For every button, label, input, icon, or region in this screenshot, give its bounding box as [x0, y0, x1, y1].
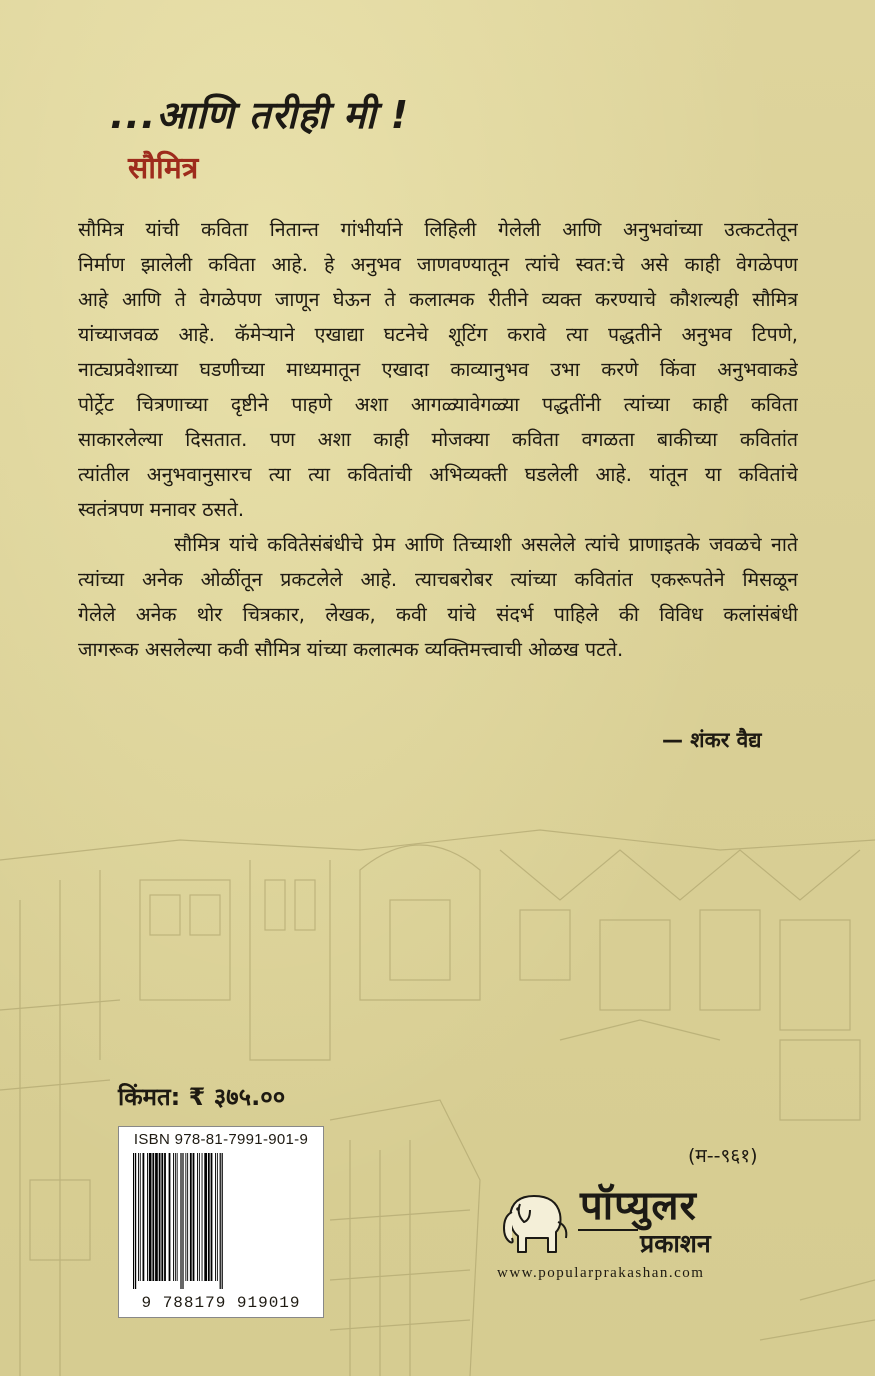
barcode-bar	[193, 1153, 195, 1281]
barcode-bar	[190, 1153, 192, 1281]
book-title: ...आणि तरीही मी !	[110, 93, 410, 137]
barcode-bar	[164, 1153, 166, 1281]
blurb-line: निर्माण झालेली कविता आहे. हे अनुभव जाणवण्यातून त्यांचे स्वत:चे असे काही वेगळेपण	[78, 253, 798, 276]
blurb-line: त्यांतील अनुभवानुसारच त्या त्या कवितांची अभिव्यक्ती घडलेली आहे. यांतून या कवितांचे	[78, 463, 798, 486]
barcode-bar	[217, 1153, 218, 1281]
blurb-line: सौमित्र यांचे कवितेसंबंधीचे प्रेम आणि तिच्याशी असलेले त्यांचे प्राणाइतके जवळचे नाते	[174, 533, 798, 556]
barcode-bar	[173, 1153, 174, 1281]
barcode-bar	[169, 1153, 171, 1281]
barcode-bar	[177, 1153, 178, 1281]
barcode-bars	[131, 1153, 313, 1289]
barcode-bar	[155, 1153, 158, 1281]
barcode-bar	[197, 1153, 198, 1281]
blurb-line: स्वतंत्रपण मनावर ठसते.	[78, 498, 245, 521]
blurb-line: सौमित्र यांची कविता नितान्त गांभीर्याने लिहिली गेलेली आणि अनुभवांच्या उत्कटतेतून	[78, 218, 798, 241]
barcode-bar	[211, 1153, 213, 1281]
blurb-signature: — शंकर वैद्य	[662, 728, 762, 752]
barcode-bar	[215, 1153, 216, 1281]
barcode-bar	[138, 1153, 139, 1281]
blurb	[78, 212, 798, 667]
publisher-rule	[578, 1229, 638, 1231]
elephant-icon	[496, 1182, 572, 1262]
isbn-text: ISBN 978-81-7991-901-9	[133, 1131, 309, 1148]
barcode-bar	[152, 1153, 154, 1281]
barcode-guard-bar	[182, 1153, 183, 1289]
publisher-subtitle: प्रकाशन	[640, 1229, 711, 1258]
barcode-guard-bar	[222, 1153, 223, 1289]
publisher-website: www.popularprakashan.com	[497, 1265, 705, 1281]
blurb-line: साकारलेल्या दिसतात. पण अशा काही मोजक्या कविता वगळता बाकीच्या कवितांत	[78, 428, 798, 451]
blurb-line: आहे आणि ते वेगळेपण जाणून घेऊन ते कलात्मक रीतीने व्यक्त करण्याचे कौशल्यही सौमित्र	[78, 288, 798, 311]
barcode-bar	[185, 1153, 186, 1281]
barcode-bar	[175, 1153, 176, 1281]
barcode-guard-bar	[180, 1153, 181, 1289]
barcode-bar	[140, 1153, 141, 1281]
barcode-bar	[187, 1153, 188, 1281]
catalog-code: (म--९६१)	[688, 1145, 758, 1167]
barcode-guard-bar	[220, 1153, 221, 1289]
barcode-bar	[208, 1153, 210, 1281]
price: किंमत: ₹ ३७५.००	[118, 1083, 286, 1111]
barcode-bar	[204, 1153, 207, 1281]
blurb-line: पोर्ट्रेट चित्रणाच्या दृष्टीने पाहणे अशा आगळ्यावेगळ्या पद्धतींनी त्यांच्या काही कविता	[78, 393, 798, 416]
barcode-bar	[143, 1153, 145, 1281]
barcode-digits: 9 788179 919019	[141, 1294, 301, 1312]
barcode	[118, 1126, 324, 1318]
blurb-line: नाट्यप्रवेशाच्या घडणीच्या माध्यमातून एखादा काव्यानुभव उभा करणे किंवा अनुभवाकडे	[78, 358, 798, 381]
barcode-bar	[147, 1153, 148, 1281]
barcode-bar	[199, 1153, 200, 1281]
barcode-bar	[159, 1153, 161, 1281]
blurb-line: गेलेले अनेक थोर चित्रकार, लेखक, कवी यांचे संदर्भ पाहिले की विविध कलांसंबंधी	[78, 603, 798, 626]
blurb-line: त्यांच्या अनेक ओळींतून प्रकटलेले आहे. त्याचबरोबर त्यांच्या कवितांत एकरूपतेने मिसळून	[78, 568, 798, 591]
barcode-guard-bar	[135, 1153, 136, 1289]
book-author: सौमित्र	[128, 151, 199, 186]
barcode-guard-bar	[133, 1153, 134, 1289]
barcode-bar	[149, 1153, 152, 1281]
publisher-name: पॉप्युलर	[580, 1183, 697, 1229]
barcode-bar	[202, 1153, 203, 1281]
blurb-line: यांच्याजवळ आहे. कॅमेऱ्याने एखाद्या घटनेचे शूटिंग करावे त्या पद्धतीने अनुभव टिपणे,	[78, 323, 798, 346]
barcode-bar	[161, 1153, 163, 1281]
blurb-line: जागरूक असलेल्या कवी सौमित्र यांच्या कलात्मक व्यक्तिमत्त्वाची ओळख पटते.	[78, 638, 624, 661]
